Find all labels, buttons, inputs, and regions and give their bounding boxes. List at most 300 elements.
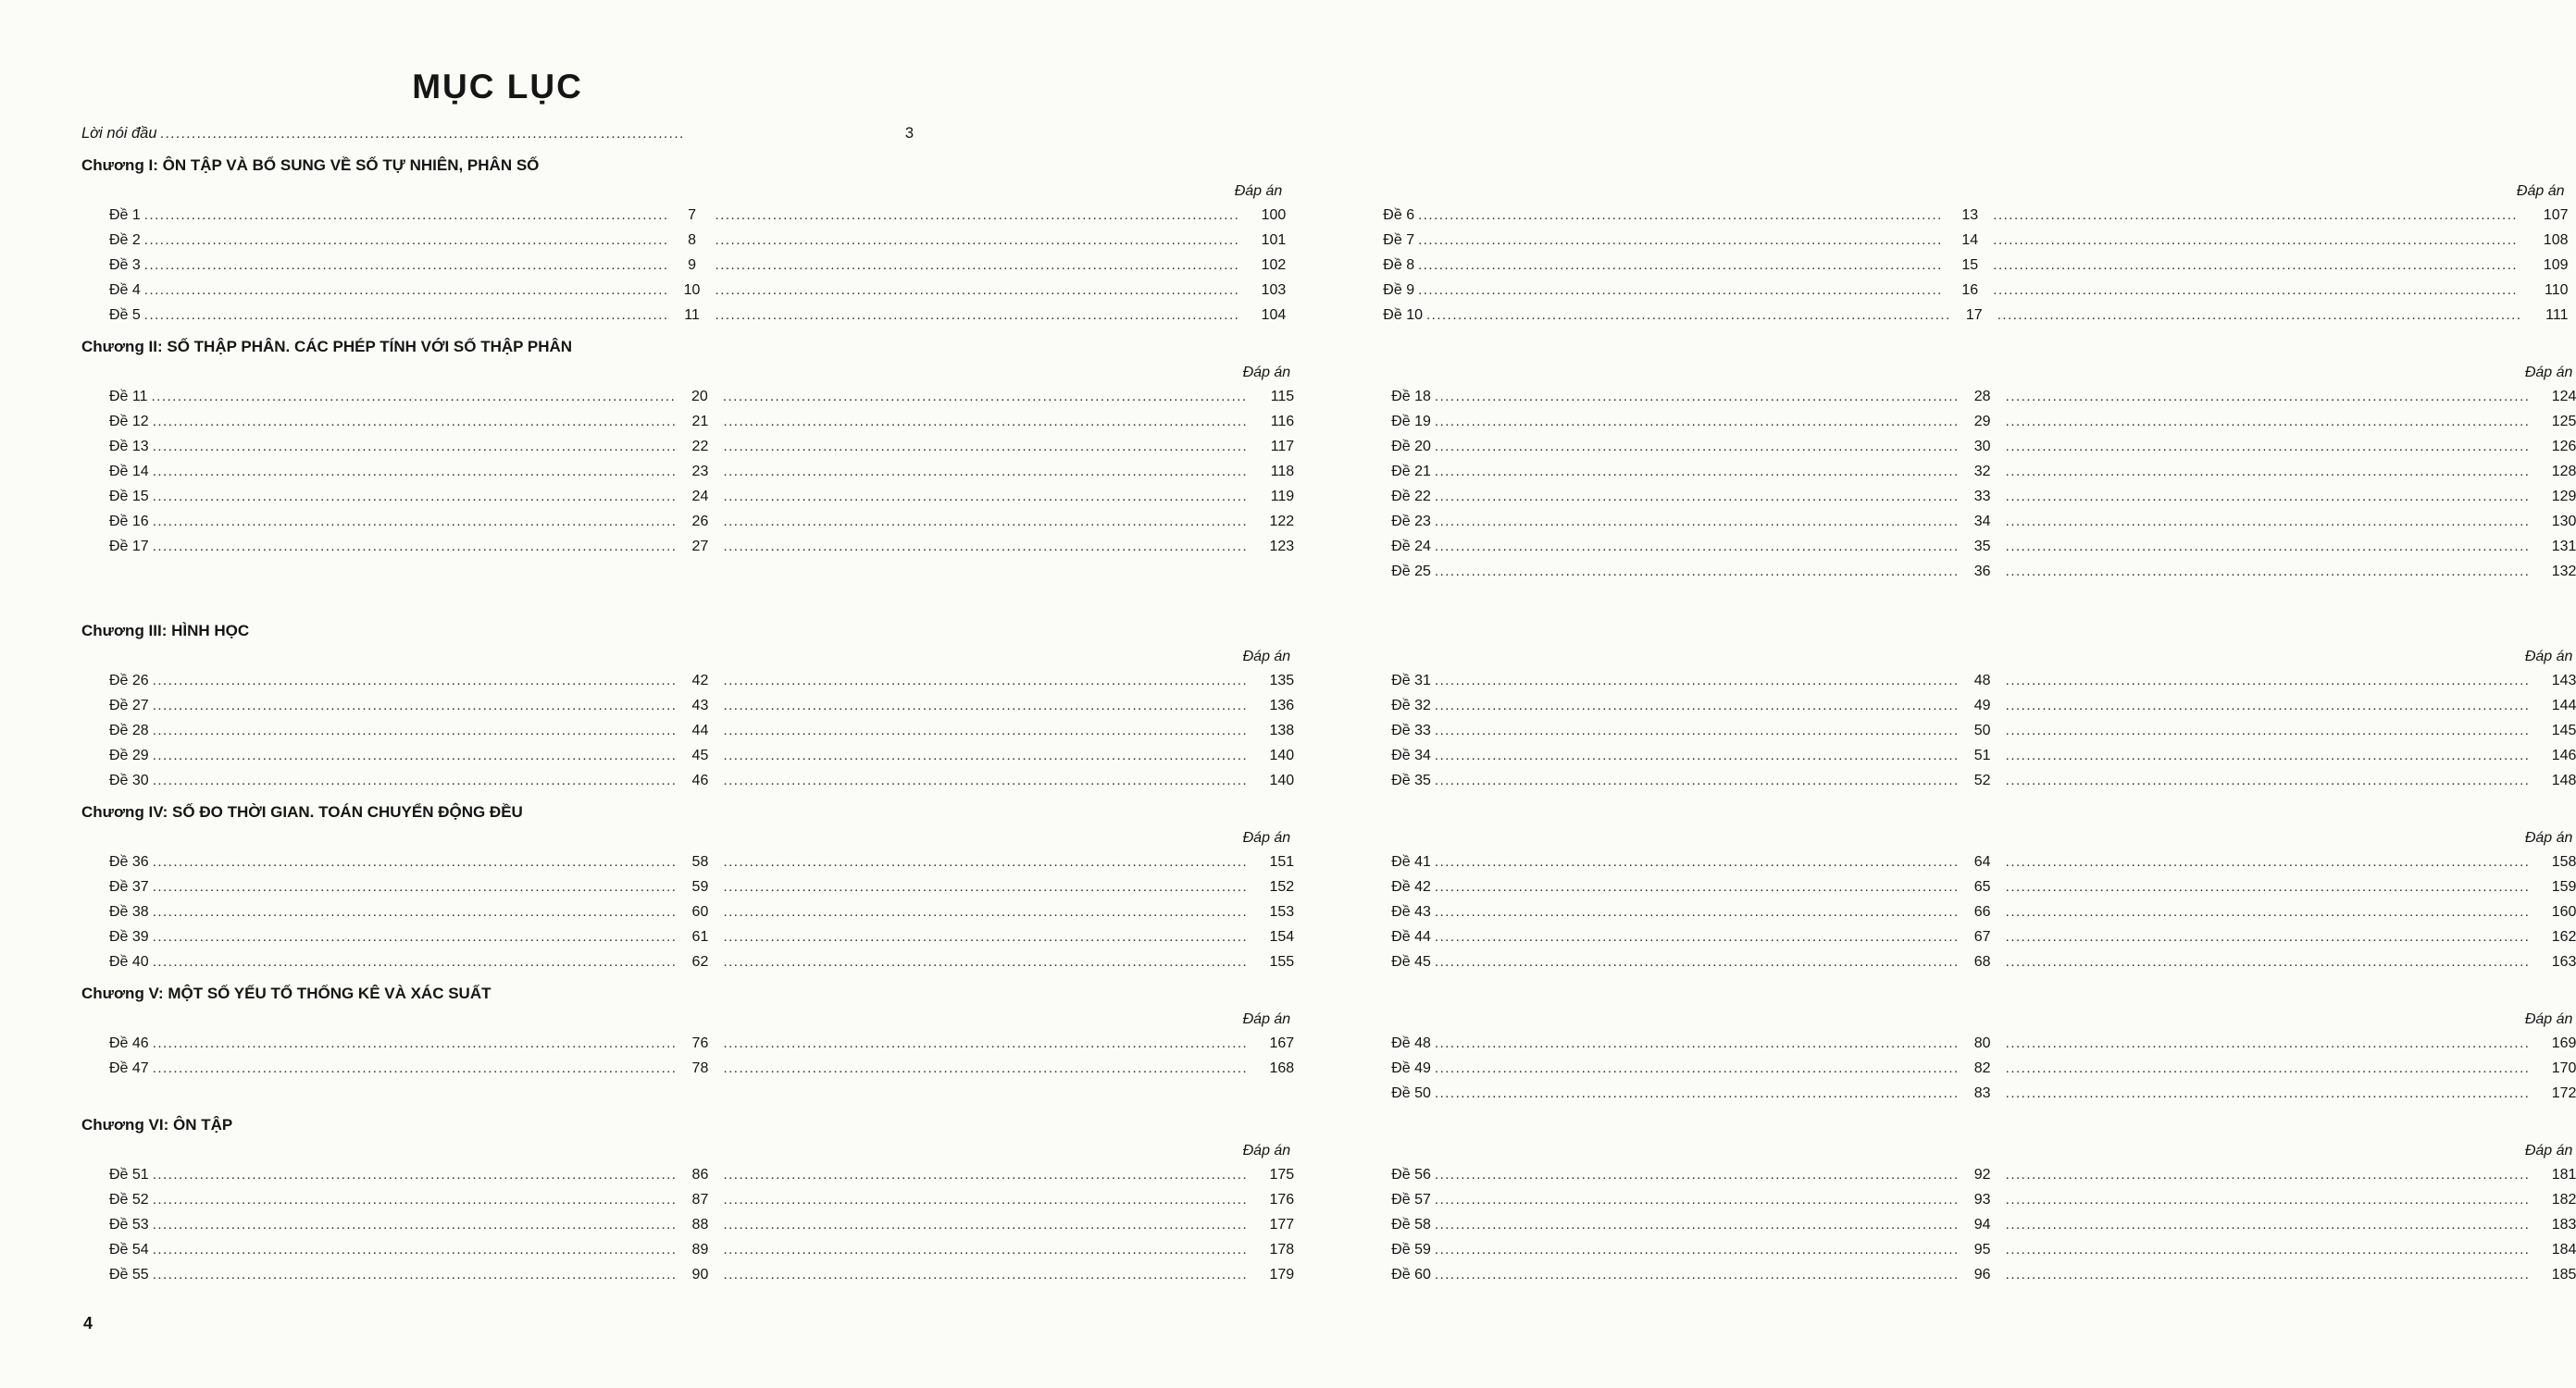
dot-leader [153, 924, 678, 949]
toc-entry-answer-page: 131 [2551, 539, 2576, 554]
chapter-title: Chương IV: SỐ ĐO THỜI GIAN. TOÁN CHUYỂN ĐỘNG ĐỀU [81, 803, 523, 821]
toc-entry-answer-page: 172 [2551, 1085, 2576, 1101]
toc-entry-label: Đề 3 [109, 257, 141, 273]
toc-entry [81, 434, 1294, 459]
toc-entry-answer-page: 125 [2551, 414, 2576, 429]
dot-leader [1435, 509, 1960, 534]
answer-column-header: Đáp án [2524, 1143, 2573, 1159]
dot-leader [2006, 718, 2531, 743]
chapter [81, 982, 2576, 1106]
dot-leader [723, 1262, 1248, 1287]
toc-entry [1363, 949, 2576, 974]
dot-leader [1418, 228, 1947, 253]
toc-entry-label: Đề 24 [1391, 539, 1431, 554]
toc-entry-page: 17 [1965, 307, 1983, 323]
dot-leader [153, 484, 678, 509]
toc-entry-answer-page: 167 [1269, 1035, 1295, 1051]
dot-leader [1435, 874, 1960, 899]
toc-entry-answer-page: 178 [1269, 1242, 1295, 1258]
toc-entry-page: 76 [691, 1035, 709, 1051]
dot-leader [144, 253, 669, 278]
toc-entry-label: Đề 1 [109, 207, 141, 223]
dot-leader [153, 849, 678, 874]
dot-leader [153, 434, 678, 459]
dot-leader [1435, 384, 1960, 409]
toc-entry-answer-page: 175 [1269, 1167, 1295, 1183]
toc-entry-page: 16 [1961, 282, 1979, 298]
toc-entry-answer-page: 135 [1269, 673, 1295, 688]
toc-entry-answer-page: 132 [2551, 564, 2576, 579]
dot-leader [723, 459, 1248, 484]
toc-entry-label: Đề 20 [1391, 439, 1431, 454]
toc-entry-answer-page: 159 [2551, 879, 2576, 895]
toc-entry-answer-page: 185 [2551, 1267, 2576, 1283]
toc-entry-answer-page: 119 [1270, 489, 1295, 504]
toc-entry-label: Đề 34 [1391, 748, 1431, 763]
dot-leader [1435, 409, 1960, 434]
toc-entry [81, 718, 1294, 743]
toc-entry [81, 1237, 1294, 1262]
toc-entry [1363, 509, 2576, 534]
dot-leader [2006, 668, 2531, 693]
toc-entry-page: 8 [688, 232, 696, 248]
answer-column-header: Đáp án [1242, 1011, 1291, 1027]
toc-entry-answer-page: 103 [1261, 282, 1287, 298]
dot-leader [723, 949, 1248, 974]
toc-entry-label: Đề 29 [109, 748, 149, 763]
toc-entry-page: 83 [1973, 1085, 1991, 1101]
dot-leader [1993, 228, 2521, 253]
dot-leader [723, 668, 1248, 693]
answer-column-header: Đáp án [1234, 183, 1283, 199]
dot-leader [153, 1187, 678, 1212]
dot-leader [723, 409, 1248, 434]
toc-entry-label: Đề 54 [109, 1242, 149, 1258]
toc-column-left [81, 180, 1286, 328]
toc-entry [1363, 899, 2576, 924]
toc-entry-page: 66 [1973, 904, 1991, 920]
dot-leader [723, 534, 1248, 559]
toc-entry [81, 874, 1294, 899]
toc-entry-label: Đề 43 [1391, 904, 1431, 920]
chapter [81, 619, 2576, 793]
dot-leader [1435, 849, 1960, 874]
toc-entry-label: Đề 8 [1383, 257, 1415, 273]
foreword-page: 3 [904, 125, 914, 142]
toc-entry-answer-page: 148 [2551, 773, 2576, 788]
toc-entry [1363, 484, 2576, 509]
chapter-columns [81, 646, 2576, 793]
toc-entry [81, 768, 1294, 793]
dot-leader [153, 693, 678, 718]
toc-entry-page: 20 [691, 389, 708, 404]
chapter-title: Chương III: HÌNH HỌC [81, 622, 250, 639]
toc-entry-label: Đề 53 [109, 1217, 149, 1233]
chapters [81, 154, 2576, 1287]
dot-leader [2006, 434, 2531, 459]
dot-leader [2006, 693, 2531, 718]
toc-entry-label: Đề 22 [1391, 489, 1431, 504]
toc-entry-label: Đề 31 [1391, 673, 1431, 688]
dot-leader [2006, 849, 2531, 874]
answer-column-header: Đáp án [2516, 183, 2565, 199]
toc-entry-page: 93 [1973, 1192, 1991, 1208]
toc-entry-page: 89 [691, 1242, 709, 1258]
dot-leader [2006, 1056, 2531, 1081]
toc-entry-label: Đề 27 [109, 698, 149, 713]
toc-entry-page: 82 [1973, 1060, 1991, 1076]
toc-entry [1355, 203, 2568, 228]
toc-entry-label: Đề 37 [109, 879, 149, 895]
dot-leader [153, 1031, 678, 1056]
dot-leader [153, 1262, 678, 1287]
dot-leader [1418, 253, 1947, 278]
toc-entry-page: 9 [688, 257, 696, 273]
toc-entry [81, 949, 1294, 974]
toc-entry-page: 78 [691, 1060, 709, 1076]
toc-entry-page: 48 [1973, 673, 1991, 688]
dot-leader [1435, 1162, 1960, 1187]
dot-leader [1435, 1031, 1960, 1056]
dot-leader [1435, 534, 1960, 559]
dot-leader [1435, 899, 1960, 924]
toc-column-right [1363, 1140, 2576, 1287]
toc-entry [1363, 1212, 2576, 1237]
toc-entry-page: 15 [1961, 257, 1979, 273]
toc-entry-label: Đề 49 [1391, 1060, 1431, 1076]
toc-entry [81, 849, 1294, 874]
toc-entry-answer-page: 182 [2551, 1192, 2576, 1208]
toc-entry-answer-page: 104 [1261, 307, 1287, 323]
toc-entry [81, 743, 1294, 768]
toc-entry [81, 924, 1294, 949]
toc-entry-answer-page: 183 [2551, 1217, 2576, 1233]
toc-entry-answer-page: 122 [1269, 514, 1295, 529]
toc-entry-label: Đề 55 [109, 1267, 149, 1283]
toc-entry-answer-page: 181 [2551, 1167, 2576, 1183]
dot-leader [2006, 384, 2531, 409]
toc-entry-label: Đề 59 [1391, 1242, 1431, 1258]
toc-entry-answer-page: 107 [2543, 207, 2569, 223]
dot-leader [723, 693, 1248, 718]
dot-leader [723, 768, 1248, 793]
toc-entry-page: 23 [691, 464, 709, 479]
dot-leader [1435, 1237, 1960, 1262]
dot-leader [1993, 203, 2521, 228]
toc-entry-label: Đề 30 [109, 773, 149, 788]
toc-entry [81, 484, 1294, 509]
toc-entry [1363, 743, 2576, 768]
toc-entry-page: 96 [1973, 1267, 1991, 1283]
answer-column-header: Đáp án [1242, 365, 1291, 380]
toc-entry [81, 1187, 1294, 1212]
toc-entry-answer-page: 118 [1270, 464, 1295, 479]
dot-leader [1435, 743, 1960, 768]
toc-entry-answer-page: 138 [1269, 723, 1295, 738]
toc-entry-answer-page: 152 [1269, 879, 1295, 895]
toc-column-left [81, 1009, 1294, 1106]
dot-leader [2006, 409, 2531, 434]
toc-entry-answer-page: 111 [2545, 307, 2569, 323]
dot-leader [153, 743, 678, 768]
answer-column-header: Đáp án [1242, 649, 1291, 664]
dot-leader [716, 228, 1240, 253]
toc-entry [1363, 1056, 2576, 1081]
toc-entry-answer-page: 160 [2551, 904, 2576, 920]
toc-entry-page: 35 [1973, 539, 1991, 554]
toc-entry-page: 94 [1973, 1217, 1991, 1233]
toc-entry-answer-page: 144 [2551, 698, 2576, 713]
dot-leader [144, 203, 669, 228]
dot-leader [153, 1237, 678, 1262]
toc-entry [81, 303, 1286, 328]
toc-entry [1363, 924, 2576, 949]
toc-entry-answer-page: 116 [1270, 414, 1295, 429]
toc-entry-label: Đề 33 [1391, 723, 1431, 738]
dot-leader [723, 924, 1248, 949]
dot-leader [153, 899, 678, 924]
toc-entry-label: Đề 60 [1391, 1267, 1431, 1283]
toc-entry [1363, 849, 2576, 874]
toc-entry [1355, 253, 2568, 278]
dot-leader [2006, 1081, 2531, 1106]
toc-entry-label: Đề 44 [1391, 929, 1431, 945]
toc-entry-label: Đề 38 [109, 904, 149, 920]
toc-entry-page: 45 [691, 748, 709, 763]
dot-leader [716, 203, 1240, 228]
toc-entry-page: 7 [688, 207, 696, 223]
toc-entry-answer-page: 155 [1269, 954, 1295, 970]
toc-entry-label: Đề 50 [1391, 1085, 1431, 1101]
toc-entry-answer-page: 124 [2551, 389, 2576, 404]
toc-entry-label: Đề 52 [109, 1192, 149, 1208]
toc-entry [1363, 768, 2576, 793]
dot-leader [1435, 459, 1960, 484]
chapter-columns [81, 1009, 2576, 1106]
toc-entry-page: 46 [691, 773, 709, 788]
chapter [81, 335, 2576, 584]
dot-leader [1418, 278, 1947, 303]
toc-entry-page: 36 [1973, 564, 1991, 579]
toc-entry [81, 1262, 1294, 1287]
toc-column-right [1363, 362, 2576, 584]
toc-entry-label: Đề 5 [109, 307, 141, 323]
toc-entry-answer-page: 102 [1261, 257, 1287, 273]
dot-leader [723, 1187, 1248, 1212]
toc-entry-label: Đề 41 [1391, 854, 1431, 870]
toc-entry-label: Đề 28 [109, 723, 149, 738]
toc-entry [81, 1056, 1294, 1081]
dot-leader [153, 949, 678, 974]
toc-entry-answer-page: 130 [2551, 514, 2576, 529]
dot-leader [2006, 1187, 2531, 1212]
dot-leader [723, 743, 1248, 768]
toc-entry-page: 87 [691, 1192, 709, 1208]
toc-entry [1363, 668, 2576, 693]
toc-entry-answer-page: 136 [1269, 698, 1295, 713]
dot-leader [2006, 768, 2531, 793]
toc-entry [81, 1031, 1294, 1056]
toc-entry [1363, 409, 2576, 434]
dot-leader [153, 768, 678, 793]
toc-entry [1363, 559, 2576, 584]
toc-entry [81, 384, 1294, 409]
dot-leader [723, 718, 1248, 743]
chapter-columns [81, 827, 2576, 974]
dot-leader [1435, 924, 1960, 949]
toc-entry-label: Đề 15 [109, 489, 149, 504]
dot-leader [2006, 924, 2531, 949]
toc-entry [81, 203, 1286, 228]
toc-entry [81, 253, 1286, 278]
dot-leader [1435, 718, 1960, 743]
chapter-columns [81, 362, 2576, 584]
toc-column-left [81, 362, 1294, 584]
dot-leader [2006, 1237, 2531, 1262]
dot-leader [2006, 899, 2531, 924]
toc-entry [1363, 534, 2576, 559]
toc-entry-label: Đề 12 [109, 414, 149, 429]
toc-entry [81, 278, 1286, 303]
toc-entry-label: Đề 21 [1391, 464, 1431, 479]
toc-entry-label: Đề 39 [109, 929, 149, 945]
dot-leader [723, 509, 1248, 534]
toc-entry-page: 28 [1973, 389, 1991, 404]
dot-leader [153, 668, 678, 693]
dot-leader [1426, 303, 1951, 328]
toc-entry-label: Đề 2 [109, 232, 141, 248]
toc-entry-label: Đề 47 [109, 1060, 149, 1076]
toc-column-left [81, 1140, 1294, 1287]
chapter-title: Chương VI: ÔN TẬP [81, 1116, 233, 1134]
toc-entry-label: Đề 16 [109, 514, 149, 529]
answer-column-header: Đáp án [2524, 365, 2573, 380]
dot-leader [153, 1212, 678, 1237]
toc-entry-label: Đề 56 [1391, 1167, 1431, 1183]
toc-entry [1363, 1187, 2576, 1212]
dot-leader [2006, 874, 2531, 899]
toc-entry-answer-page: 126 [2551, 439, 2576, 454]
toc-entry-page: 42 [691, 673, 709, 688]
toc-entry-label: Đề 35 [1391, 773, 1431, 788]
chapter-columns [81, 1140, 2576, 1287]
toc-entry-label: Đề 23 [1391, 514, 1431, 529]
toc-entry-answer-page: 153 [1269, 904, 1295, 920]
toc-entry-page: 90 [691, 1267, 709, 1283]
dot-leader [716, 253, 1240, 278]
dot-leader [144, 278, 669, 303]
toc-entry-page: 22 [691, 439, 709, 454]
toc-entry-page: 58 [691, 854, 709, 870]
toc-entry-label: Đề 57 [1391, 1192, 1431, 1208]
dot-leader [2006, 1212, 2531, 1237]
dot-leader [153, 874, 678, 899]
chapter-title: Chương V: MỘT SỐ YẾU TỐ THỐNG KÊ VÀ XÁC SUẤT [81, 985, 492, 1002]
dot-leader [1993, 278, 2521, 303]
dot-leader [1435, 1081, 1960, 1106]
dot-leader [1435, 693, 1960, 718]
dot-leader [723, 434, 1248, 459]
toc-entry [1363, 434, 2576, 459]
toc-entry [81, 1212, 1294, 1237]
toc-entry-page: 43 [691, 698, 709, 713]
dot-leader [1418, 203, 1947, 228]
toc-entry-page: 52 [1973, 773, 1991, 788]
toc-entry-page: 80 [1973, 1035, 1991, 1051]
toc-entry-label: Đề 17 [109, 539, 149, 554]
chapter [81, 1113, 2576, 1287]
toc-entry-answer-page: 169 [2551, 1035, 2576, 1051]
chapter [81, 800, 2576, 974]
toc-column-right [1363, 646, 2576, 793]
dot-leader [723, 849, 1248, 874]
dot-leader [153, 509, 678, 534]
dot-leader [153, 1162, 678, 1187]
toc-entry [1355, 228, 2568, 253]
toc-entry-page: 49 [1973, 698, 1991, 713]
toc-entry-label: Đề 25 [1391, 564, 1431, 579]
toc-entry-label: Đề 32 [1391, 698, 1431, 713]
foreword-row [81, 121, 914, 146]
dot-leader [1435, 1187, 1960, 1212]
toc-entry-label: Đề 40 [109, 954, 149, 970]
toc-entry [1363, 693, 2576, 718]
dot-leader [1993, 253, 2521, 278]
dot-leader [144, 228, 669, 253]
dot-leader [153, 409, 678, 434]
toc-entry-answer-page: 128 [2551, 464, 2576, 479]
answer-column-header: Đáp án [2524, 649, 2573, 664]
toc-entry-page: 86 [691, 1167, 709, 1183]
toc-entry-label: Đề 45 [1391, 954, 1431, 970]
toc-entry [81, 668, 1294, 693]
answer-column-header: Đáp án [2524, 830, 2573, 846]
chapter-title: Chương I: ÔN TẬP VÀ BỔ SUNG VỀ SỐ TỰ NHIÊN, PHÂN SỐ [81, 156, 540, 174]
dot-leader [2006, 509, 2531, 534]
toc-entry-label: Đề 26 [109, 673, 149, 688]
toc-column-right [1355, 180, 2568, 328]
toc-entry-page: 50 [1973, 723, 1991, 738]
toc-entry-answer-page: 109 [2543, 257, 2569, 273]
toc-entry-page: 21 [691, 414, 709, 429]
toc-entry-label: Đề 11 [109, 389, 148, 404]
dot-leader [723, 384, 1248, 409]
toc-entry-label: Đề 14 [109, 464, 149, 479]
toc-entry-answer-page: 101 [1261, 232, 1287, 248]
dot-leader [723, 1031, 1248, 1056]
toc-entry [1363, 1081, 2576, 1106]
toc-entry [81, 409, 1294, 434]
dot-leader [1435, 559, 1960, 584]
dot-leader [716, 303, 1240, 328]
toc-entry-label: Đề 48 [1391, 1035, 1431, 1051]
toc-entry [81, 228, 1286, 253]
toc-entry-answer-page: 176 [1269, 1192, 1295, 1208]
toc-entry-answer-page: 177 [1269, 1217, 1295, 1233]
dot-leader [153, 1056, 678, 1081]
toc-entry-answer-page: 110 [2544, 282, 2569, 298]
toc-entry-label: Đề 19 [1391, 414, 1431, 429]
toc-entry-page: 92 [1973, 1167, 1991, 1183]
dot-leader [2006, 1031, 2531, 1056]
toc-entry-label: Đề 36 [109, 854, 149, 870]
toc-entry-answer-page: 117 [1270, 439, 1295, 454]
toc-entry-page: 32 [1973, 464, 1991, 479]
toc-entry-page: 64 [1973, 854, 1991, 870]
toc-entry-page: 26 [691, 514, 709, 529]
toc-entry-answer-page: 184 [2551, 1242, 2576, 1258]
toc-entry-answer-page: 163 [2551, 954, 2576, 970]
